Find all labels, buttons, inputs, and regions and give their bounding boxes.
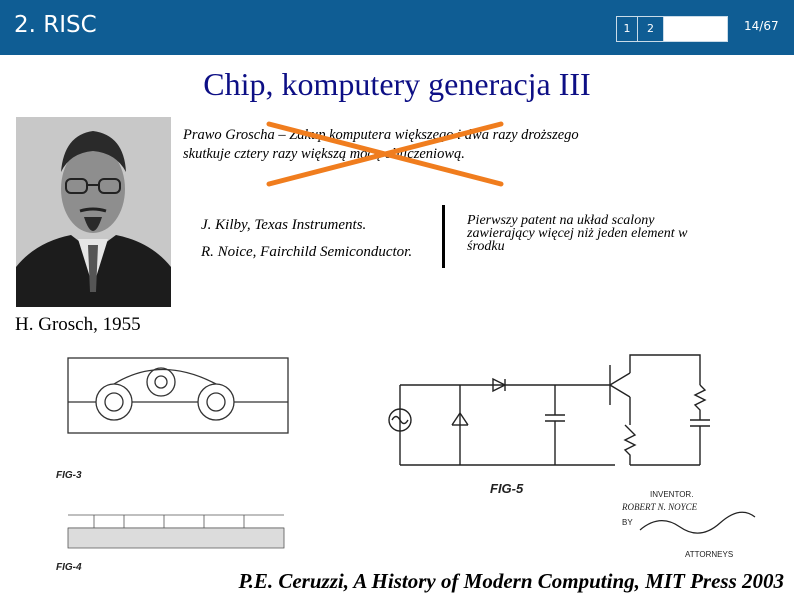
patent-figure-circuit [360, 345, 780, 570]
fig4-label: FIG-4 [56, 562, 82, 573]
attorneys-label: ATTORNEYS [685, 550, 734, 559]
page-indicator: 14/67 [744, 19, 779, 33]
slide-title: Chip, komputery generacja III [203, 66, 591, 102]
fig3-label: FIG-3 [56, 470, 82, 481]
inventor-label: INVENTOR. [650, 490, 694, 499]
inventor-noice: R. Noice, Fairchild Semiconductor. [201, 244, 413, 260]
citation: P.E. Ceruzzi, A History of Modern Computing, MIT Press 2003 [238, 569, 784, 593]
inventors-list [201, 212, 412, 266]
portrait-caption: H. Grosch, 1955 [15, 314, 141, 335]
nav-progress-fill [664, 17, 727, 41]
fig5-label: FIG-5 [490, 481, 524, 496]
header-bar [0, 0, 794, 55]
grosch-law-text: Prawo Groscha – Zakup komputera większego i dwa razy droższego skutkuje cztery razy większą mocą obliczeniową. [183, 127, 579, 162]
cross-out-mark [265, 118, 505, 190]
by-label: BY [622, 518, 633, 527]
patent-note: Pierwszy patent na układ scalony zawierający więcej niż jeden element w środku [467, 213, 688, 254]
section-title: 2. RISC [14, 12, 97, 38]
grosch-portrait-photo [16, 117, 171, 307]
inventor-kilby: J. Kilby, Texas Instruments. [201, 217, 367, 233]
inventor-name: ROBERT N. NOYCE [622, 502, 698, 512]
patent-figure-cross-section [54, 350, 299, 575]
nav-box-2[interactable]: 2 [638, 17, 664, 41]
attorney-signature [640, 512, 755, 533]
vertical-divider [442, 205, 445, 268]
slide-navigation [616, 16, 728, 42]
nav-box-1[interactable]: 1 [617, 17, 638, 41]
